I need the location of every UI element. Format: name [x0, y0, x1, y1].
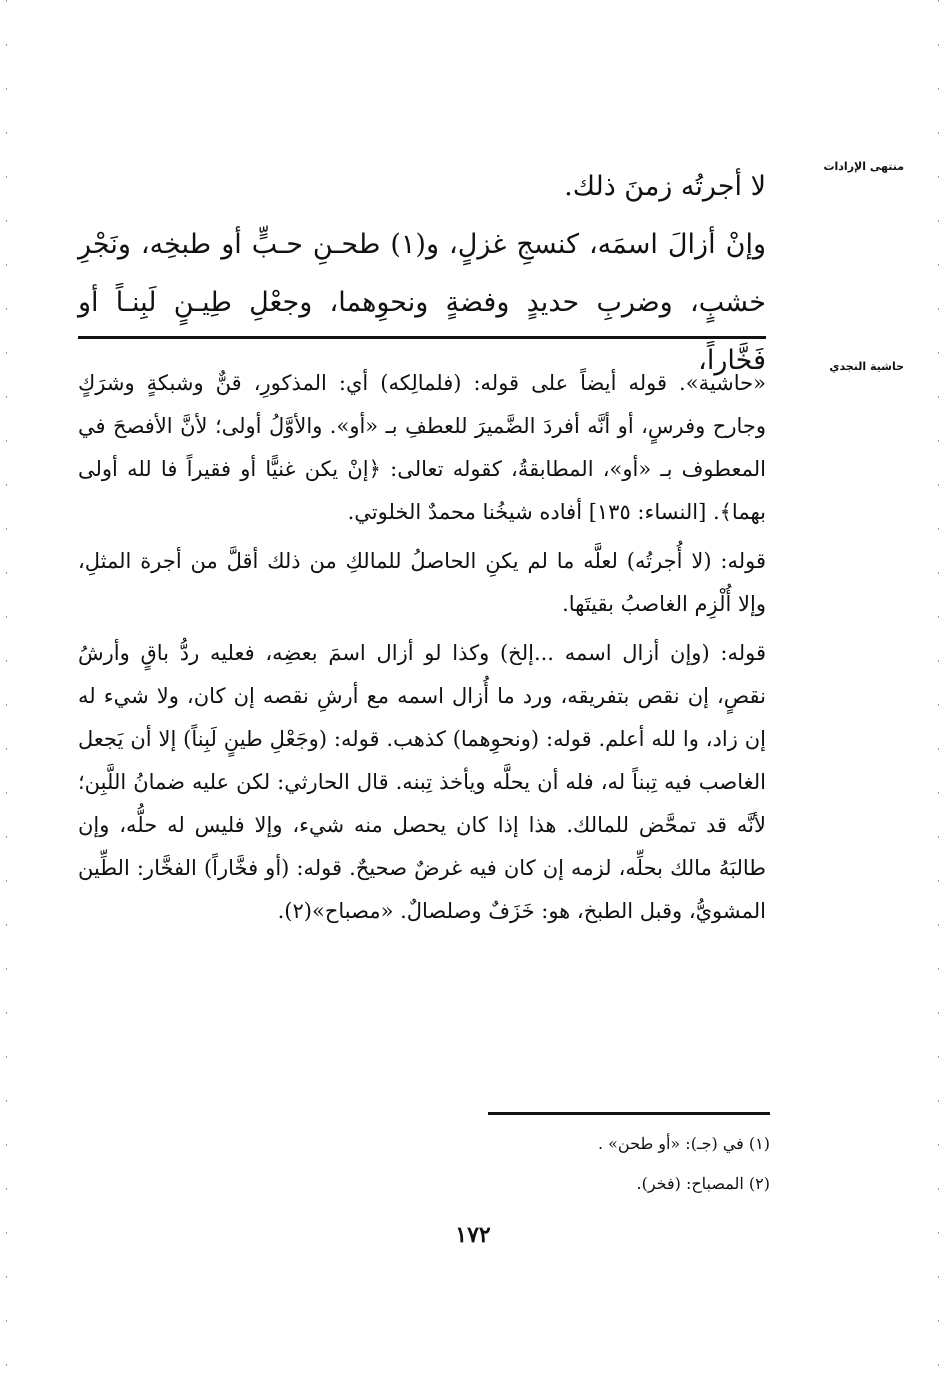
commentary-paragraph: قوله: (لا أُجرتُه) لعلَّه ما لم يكنِ الحاصلُ للمالكِ من ذلك أقلَّ من أجرة المثلِ، وإلا أُلْزِم الغاصبُ بقيتَها.	[78, 549, 766, 616]
margin-label-hashiya: حاشية النجدي	[829, 360, 904, 373]
footnotes	[470, 1124, 770, 1204]
page-number: ١٧٢	[455, 1222, 491, 1248]
footnote: (١) في (جـ): «أو طحن» .	[597, 1134, 770, 1153]
commentary-paragraph: «حاشية». قوله أيضاً على قوله: (فلمالِكه) أي: المذكورِ، قنٌّ وشبكةٍ وشرَكٍ وجارح وفرسٍ، أو أنَّه أفردَ الضَّميرَ للعطفِ بـ «أو». والأوَّلُ أولى؛ لأنَّ الأفصحَ في المعطوف بـ «أو»، المطابقةُ، كقوله تعالى: ﴿إنْ يكن غنيًّا أو فقيراً فا لله أولى بهما﴾. [النساء: ١٣٥] أفاده شيخُنا محمدٌ الخلوتي.	[78, 371, 766, 524]
main-text-line: لا أجرتُه زمنَ ذلك.	[564, 171, 766, 202]
commentary-paragraph: قوله: (وإن أزال اسمه ...إلخ) وكذا لو أزال اسمَ بعضِه، فعليه ردُّ باقٍ وأرشُ نقصٍ، إن نقص بتفريقه، ورد ما أُزال اسمه مع أرشِ نقصه إن كان، ولا شيء له إن زاد، وا لله أعلم. قوله: (ونحوِهما) كذهب. قوله: (وجَعْلِ طينٍ لَبِناً) إلا أن يَجعل الغاصب فيه تِبناً له، فله أن يحلَّه ويأخذ تِبنه. قال الحارثي: لكن عليه ضمانُ اللَّبِن؛ لأنَّه قد تمحَّض للمالك. هذا إذا كان يحصل منه شيء، وإلا فليس له حلُّه، وإن طالبَهُ مالك بحلِّه، لزمه إن كان فيه غرضٌ صحيحٌ. قوله: (أو فخَّاراً) الفخَّار: الطِّين المشويُّ، وقبل الطبخ، هو: خَزَفٌ وصلصالٌ. «مصباح»(٢).	[78, 641, 766, 923]
commentary-text	[78, 362, 766, 939]
footnote: (٢) المصباح: (فخر).	[636, 1174, 770, 1193]
scan-edge-dots	[938, 0, 939, 1375]
margin-label-book-title: منتهى الإرادات	[823, 160, 904, 173]
scan-edge-dots	[6, 0, 7, 1375]
footnote-divider	[488, 1112, 770, 1115]
section-divider	[78, 336, 766, 339]
main-text	[78, 158, 766, 390]
main-text-paragraph: وإنْ أزالَ اسمَه، كنسجِ غزلٍ، و(١) طحـنِ حـبٍّ أو طبخِه، ونَجْرِ خشبٍ، وضربِ حديدٍ وفضةٍ ونحوِهما، وجعْلِ طِيـنٍ لَبِنـاً أو فَخَّاراً،	[78, 229, 766, 376]
